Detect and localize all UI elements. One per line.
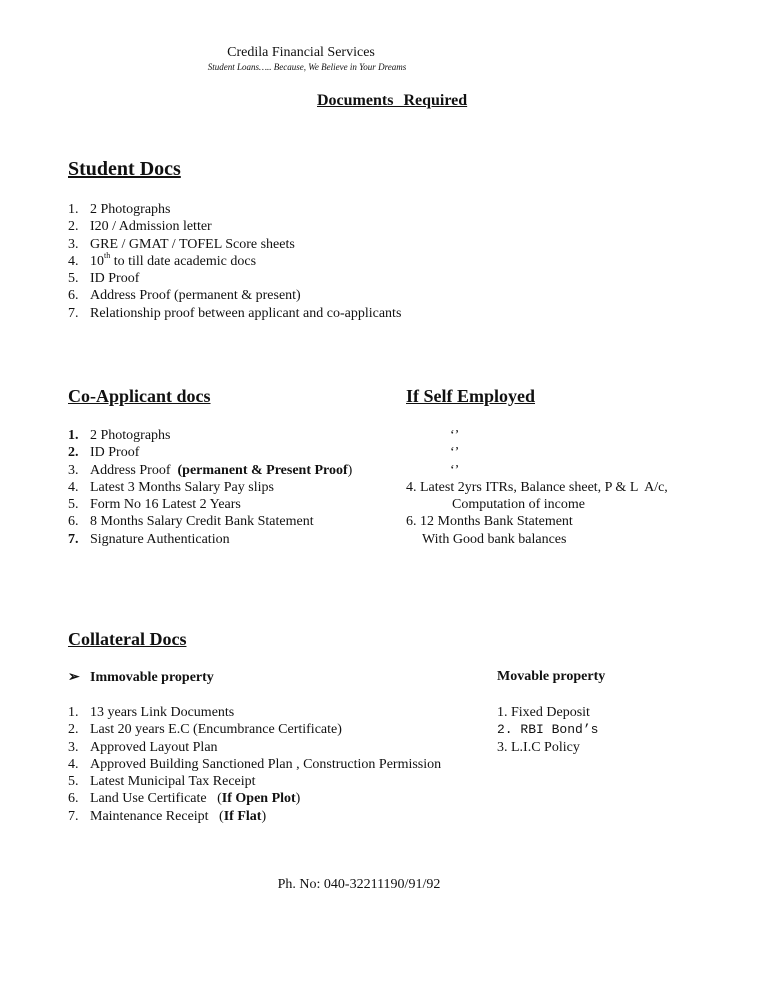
list-item <box>68 218 401 235</box>
item-number: 7. <box>68 305 79 321</box>
item-number: 2. <box>68 445 79 461</box>
item-number: 2. <box>68 219 79 235</box>
item-text-plain: Land Use Certificate ( <box>90 791 222 807</box>
item-number: 5. <box>68 271 79 287</box>
list-item: 6. 12 Months Bank Statement <box>406 514 573 530</box>
item-number: 6. <box>68 791 79 807</box>
item-text: Latest 3 Months Salary Pay slips <box>90 479 274 495</box>
item-text: ID Proof <box>90 271 140 287</box>
item-text: Approved Building Sanctioned Plan , Construction Permission <box>90 756 442 772</box>
self-employed-list <box>406 427 726 548</box>
item-number: 5. <box>68 497 79 513</box>
document-title: Documents Required <box>317 92 468 109</box>
coapplicant-docs-list <box>68 427 352 548</box>
item-text: 2 Photographs <box>90 202 171 217</box>
list-item-continuation: Computation of income <box>452 497 585 513</box>
list-item: 2. RBI Bond’s <box>497 722 599 738</box>
item-text-post: to till date academic docs <box>110 253 257 269</box>
item-text-plain: Maintenance Receipt ( <box>90 808 224 824</box>
ditto-mark: ‘’ <box>450 428 460 443</box>
list-item <box>68 790 441 807</box>
list-item <box>68 756 441 773</box>
list-item: 1. Fixed Deposit <box>497 705 590 720</box>
ditto-mark: ‘’ <box>450 445 460 461</box>
company-name: Credila Financial Services <box>227 45 375 60</box>
item-text-plain: Address Proof <box>90 462 178 478</box>
item-number: 5. <box>68 774 79 790</box>
item-text <box>90 462 352 479</box>
item-text <box>90 790 300 807</box>
list-item-continuation: With Good bank balances <box>422 531 567 547</box>
item-text <box>90 808 266 825</box>
item-number: 7. <box>68 531 79 547</box>
item-text-pre: 10 <box>90 253 104 269</box>
item-number: 6. <box>68 514 79 530</box>
item-number: 6. <box>68 288 79 304</box>
item-text-after: ) <box>261 808 267 824</box>
item-text: Address Proof (permanent & present) <box>90 288 301 304</box>
list-item <box>68 444 352 461</box>
coapplicant-docs-heading: Co-Applicant docs <box>68 386 211 406</box>
student-docs-heading: Student Docs <box>68 158 181 180</box>
list-item <box>68 236 401 253</box>
item-text-bold: If Flat <box>223 808 262 824</box>
list-item <box>68 462 352 479</box>
movable-property-list <box>497 704 598 756</box>
item-text-bold: If Open Plot <box>221 791 296 807</box>
item-text: GRE / GMAT / TOFEL Score sheets <box>90 236 295 252</box>
list-item <box>68 427 352 444</box>
immovable-property-list <box>68 704 441 825</box>
list-item <box>68 270 401 287</box>
item-number: 1. <box>68 202 79 217</box>
item-text-after: ) <box>295 791 301 807</box>
self-employed-heading: If Self Employed <box>406 386 536 406</box>
item-number: 2. <box>68 722 79 738</box>
movable-property-label: Movable property <box>497 669 606 684</box>
list-item <box>68 496 352 513</box>
student-docs-list <box>68 201 401 322</box>
item-text: 8 Months Salary Credit Bank Statement <box>90 514 314 530</box>
item-text: 13 years Link Documents <box>90 705 235 720</box>
item-number: 1. <box>68 705 79 720</box>
item-text: Last 20 years E.C (Encumbrance Certificate) <box>90 722 342 738</box>
superscript: th <box>104 251 111 261</box>
company-tagline: Student Loans….. Because, We Believe in Your Dreams <box>207 62 407 72</box>
collateral-docs-heading: Collateral Docs <box>68 629 187 649</box>
item-number: 3. <box>68 236 79 252</box>
item-number: 3. <box>68 462 79 478</box>
list-item <box>68 773 441 790</box>
list-item <box>68 704 441 721</box>
item-number: 4. <box>68 479 79 495</box>
item-text: Signature Authentication <box>90 531 230 547</box>
list-item <box>68 287 401 304</box>
item-number: 4. <box>68 756 79 772</box>
item-text: ID Proof <box>90 445 140 461</box>
item-text <box>90 253 256 270</box>
list-item <box>68 808 441 825</box>
item-text: Approved Layout Plan <box>90 739 218 755</box>
item-text: Form No 16 Latest 2 Years <box>90 497 241 513</box>
item-text: Latest Municipal Tax Receipt <box>90 774 256 790</box>
item-number: 1. <box>68 428 79 443</box>
item-number: 7. <box>68 808 79 824</box>
list-item <box>68 739 441 756</box>
item-text: I20 / Admission letter <box>90 219 212 235</box>
ditto-mark: ‘’ <box>450 462 460 478</box>
list-item <box>68 531 352 548</box>
item-number: 4. <box>68 253 79 269</box>
list-item <box>68 253 401 270</box>
phone-number: Ph. No: 040-32211190/91/92 <box>277 877 441 892</box>
list-item <box>68 305 401 322</box>
list-item <box>68 201 401 218</box>
item-text: 2 Photographs <box>90 428 171 443</box>
list-item: 3. L.I.C Policy <box>497 739 580 755</box>
immovable-property-label: ➢ Immovable property <box>68 670 214 685</box>
list-item <box>68 479 352 496</box>
list-item <box>68 721 441 738</box>
item-number: 3. <box>68 739 79 755</box>
list-item <box>68 513 352 530</box>
item-text-after: ) <box>347 462 353 478</box>
item-text: Relationship proof between applicant and co-applicants <box>90 305 402 321</box>
item-text-bold: (permanent & Present Proof <box>177 462 348 478</box>
list-item: 4. Latest 2yrs ITRs, Balance sheet, P & L A/c, <box>406 479 668 495</box>
arrow-bullet-icon: ➢ <box>68 670 80 685</box>
